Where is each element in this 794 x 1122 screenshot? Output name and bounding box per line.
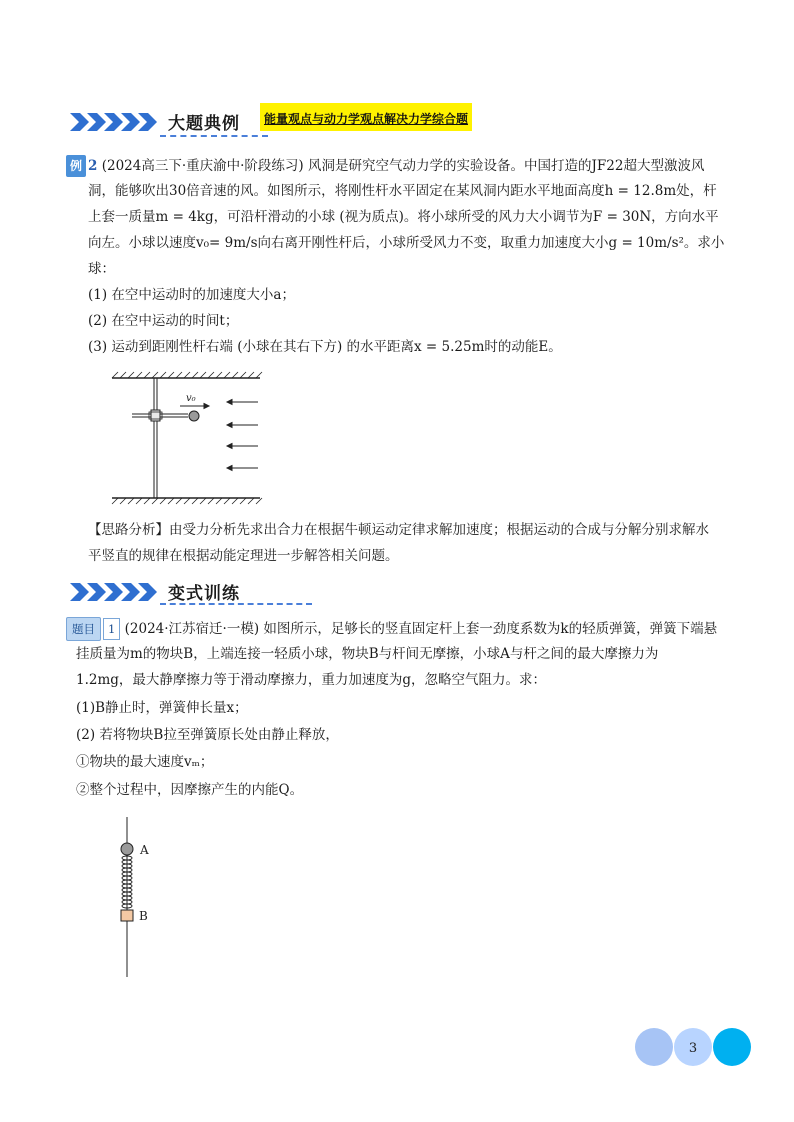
example-line-1 xyxy=(66,155,704,177)
example-line-4: 向左。小球以速度v₀= 9m/s向右离开刚性杆后，小球所受风力不变，取重力加速度大小g = 10m/s²。求小 xyxy=(88,235,725,251)
section-title: 大题典例 xyxy=(168,114,240,134)
exercise-line-3: 1.2mg，最大静摩擦力等于滑动摩擦力，重力加速度为g，忽略空气阻力。求： xyxy=(76,672,547,688)
analysis-line-1: 【思路分析】由受力分析先求出合力在根据牛顿运动定律求解加速度；根据运动的合成与分解分别求解水 xyxy=(88,522,709,538)
section-header-example xyxy=(70,107,510,139)
example-badge: 例 xyxy=(66,155,86,177)
exercise-line-1 xyxy=(66,617,717,641)
velocity-label: v₀ xyxy=(186,393,196,404)
example-line-2: 洞，能够吹出30倍音速的风。如图所示，将刚性杆水平固定在某风洞内距水平地面高度h = 12.8m处，杆 xyxy=(88,183,717,199)
label-a: A xyxy=(140,843,149,857)
exercise-text: (2024·江苏宿迁·一模) 如图所示，足够长的竖直固定杆上套一劲度系数为k的轻质弹簧，弹簧下端悬 xyxy=(124,621,718,637)
example-line-5: 球： xyxy=(88,261,115,277)
exercise-q1: (1)B静止时，弹簧伸长量x； xyxy=(76,700,248,716)
clamp-joint xyxy=(149,410,162,421)
section-title: 变式训练 xyxy=(168,584,240,604)
chevron-decoration-icon xyxy=(70,111,160,133)
question-2: (2) 在空中运动的时间t； xyxy=(88,313,239,329)
example-line-3: 上套一质量m = 4kg，可沿杆滑动的小球 (视为质点)。将小球所受的风力大小调节为F = 30N，方向水平 xyxy=(88,209,719,225)
question-3: (3) 运动到距刚性杆右端 (小球在其右下方) 的水平距离x = 5.25m时的动能E。 xyxy=(88,339,562,355)
analysis-line-2: 平竖直的规律在根据动能定理进一步解答相关问题。 xyxy=(88,548,399,564)
section-header-practice xyxy=(70,577,310,609)
exercise-q2a: ①物块的最大速度vₘ； xyxy=(76,754,214,770)
page-number-badge xyxy=(634,1027,754,1069)
label-b: B xyxy=(139,909,148,923)
wind-tunnel-figure xyxy=(108,370,268,510)
page-number: 3 xyxy=(688,1041,698,1056)
section-divider xyxy=(160,135,268,137)
example-number: 2 xyxy=(88,158,98,174)
ceiling-hatch xyxy=(112,372,262,378)
topic-tag: 能量观点与动力学观点解决力学综合题 xyxy=(260,103,472,131)
chevron-decoration-icon xyxy=(70,581,160,603)
floor-hatch xyxy=(112,498,262,504)
ball-a xyxy=(121,843,133,855)
block-b xyxy=(121,910,133,921)
section-divider xyxy=(160,603,312,605)
question-1: (1) 在空中运动时的加速度大小a； xyxy=(88,287,295,303)
example-text: (2024高三下·重庆渝中·阶段练习) 风洞是研究空气动力学的实验设备。中国打造的JF22超大型激波风 xyxy=(101,158,705,174)
vertical-post xyxy=(154,378,157,498)
exercise-badge: 题目 xyxy=(66,617,101,641)
velocity-arrow xyxy=(180,404,209,409)
wind-arrows xyxy=(227,400,258,471)
exercise-q2: (2) 若将物块B拉至弹簧原长处由静止释放， xyxy=(76,727,339,743)
ball xyxy=(189,411,199,421)
spring-figure xyxy=(110,815,170,980)
exercise-number: 1 xyxy=(103,618,120,640)
exercise-q2b: ②整个过程中，因摩擦产生的内能Q。 xyxy=(76,782,304,798)
exercise-line-2: 挂质量为m的物块B，上端连接一轻质小球，物块B与杆间无摩擦，小球A与杆之间的最大摩擦力为 xyxy=(76,646,659,662)
